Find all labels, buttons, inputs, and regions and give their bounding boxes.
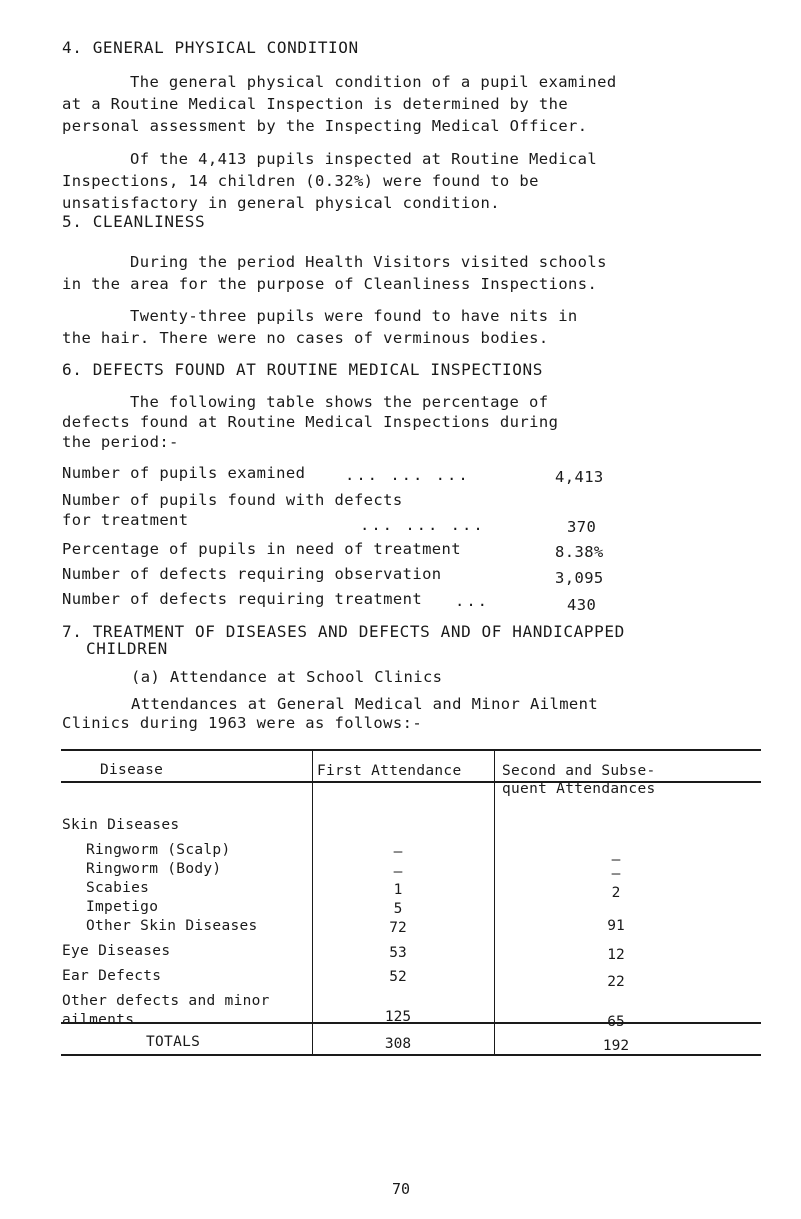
row-name: Eye Diseases	[62, 943, 171, 959]
section-5-para2-line1: Twenty-three pupils were found to have nits in	[130, 307, 578, 325]
row-name: Ringworm (Body)	[86, 861, 222, 877]
row-second-value: 2	[611, 885, 621, 901]
header-disease: Disease	[100, 762, 164, 778]
stat-percentage-value: 8.38%	[555, 543, 604, 561]
section-7-para1-line2: Clinics during 1963 were as follows:-	[62, 714, 423, 732]
section-6-para1-line1: The following table shows the percentage of	[130, 393, 549, 411]
stat-pupils-examined-dots: ... ... ...	[345, 466, 470, 484]
section-5-para1-line1: During the period Health Visitors visited schools	[130, 253, 607, 271]
row-name: Ringworm (Scalp)	[86, 842, 231, 858]
stat-treatment-label: Number of defects requiring treatment	[62, 590, 423, 608]
row-second-value: 91	[607, 918, 625, 934]
group-label-skin-diseases: Skin Diseases	[62, 817, 180, 833]
row-name: Impetigo	[86, 899, 159, 915]
section-4-para2-line1: Of the 4,413 pupils inspected at Routine Medical	[130, 150, 598, 168]
table-top-rule	[61, 749, 761, 751]
section-6-para1-line2: defects found at Routine Medical Inspections during	[62, 413, 559, 431]
section-7-subheading: (a) Attendance at School Clinics	[131, 668, 443, 686]
row-first-value: 53	[389, 945, 407, 961]
row-first-value: 5	[393, 901, 403, 917]
stat-treatment-dots: ...	[455, 592, 489, 610]
section-5-para1-line2: in the area for the purpose of Cleanliness Inspections.	[62, 275, 598, 293]
row-second-value: 22	[607, 974, 625, 990]
totals-label: TOTALS	[146, 1034, 201, 1050]
row-name-line2: ailments	[62, 1012, 135, 1028]
stat-observation-label: Number of defects requiring observation	[62, 565, 442, 583]
row-second-value: 65	[607, 1014, 625, 1030]
row-name: Other defects and minor	[62, 993, 270, 1009]
table-col-divider-2	[494, 749, 495, 1056]
row-first-value: 1	[393, 882, 403, 898]
row-first-value: 125	[384, 1009, 412, 1025]
stat-pupils-defects-dots: ... ... ...	[360, 516, 485, 534]
section-4-para1-line3: personal assessment by the Inspecting Medical Officer.	[62, 117, 588, 135]
row-name: Ear Defects	[62, 968, 162, 984]
page-number: 70	[392, 1180, 411, 1198]
section-4-para1-line1: The general physical condition of a pupil examined	[130, 73, 617, 91]
row-second-value: –	[611, 852, 621, 868]
row-first-value: –	[393, 864, 403, 880]
header-second-line1: Second and Subse-	[502, 763, 656, 779]
stat-pupils-defects-label: Number of pupils found with defects	[62, 491, 403, 509]
section-7-heading-line2: CHILDREN	[86, 639, 168, 658]
stat-observation-value: 3,095	[555, 569, 604, 587]
row-name: Other Skin Diseases	[86, 918, 258, 934]
table-bottom-rule	[61, 1054, 761, 1056]
stat-pupils-defects-label2: for treatment	[62, 511, 189, 529]
row-second-value: –	[611, 866, 621, 882]
header-second-line2: quent Attendances	[502, 781, 656, 797]
totals-first: 308	[384, 1036, 412, 1052]
row-first-value: 72	[389, 920, 407, 936]
stat-pupils-examined-label: Number of pupils examined	[62, 464, 306, 482]
section-4-heading: 4. GENERAL PHYSICAL CONDITION	[62, 38, 359, 57]
section-6-heading: 6. DEFECTS FOUND AT ROUTINE MEDICAL INSPECTIONS	[62, 360, 543, 379]
row-first-value: –	[393, 844, 403, 860]
section-7-heading-line1: 7. TREATMENT OF DISEASES AND DEFECTS AND OF HANDICAPPED	[62, 622, 625, 641]
table-header-rule	[61, 781, 761, 783]
row-first-value: 52	[389, 969, 407, 985]
row-second-value: 12	[607, 947, 625, 963]
stat-treatment-value: 430	[567, 596, 597, 614]
section-5-heading: 5. CLEANLINESS	[62, 212, 206, 231]
section-5-para2-line2: the hair. There were no cases of verminous bodies.	[62, 329, 549, 347]
totals-second: 192	[602, 1038, 630, 1054]
row-name: Scabies	[86, 880, 150, 896]
section-4-para2-line3: unsatisfactory in general physical condition.	[62, 194, 500, 212]
section-4-para1-line2: at a Routine Medical Inspection is determined by the	[62, 95, 569, 113]
stat-percentage-label: Percentage of pupils in need of treatment	[62, 540, 462, 558]
stat-pupils-defects-value: 370	[567, 518, 597, 536]
table-col-divider-1	[312, 749, 313, 1056]
header-first-attendance: First Attendance	[317, 763, 462, 779]
section-7-para1-line1: Attendances at General Medical and Minor Ailment	[131, 695, 599, 713]
section-4-para2-line2: Inspections, 14 children (0.32%) were found to be	[62, 172, 539, 190]
stat-pupils-examined-value: 4,413	[555, 468, 604, 486]
section-6-para1-line3: the period:-	[62, 433, 179, 451]
